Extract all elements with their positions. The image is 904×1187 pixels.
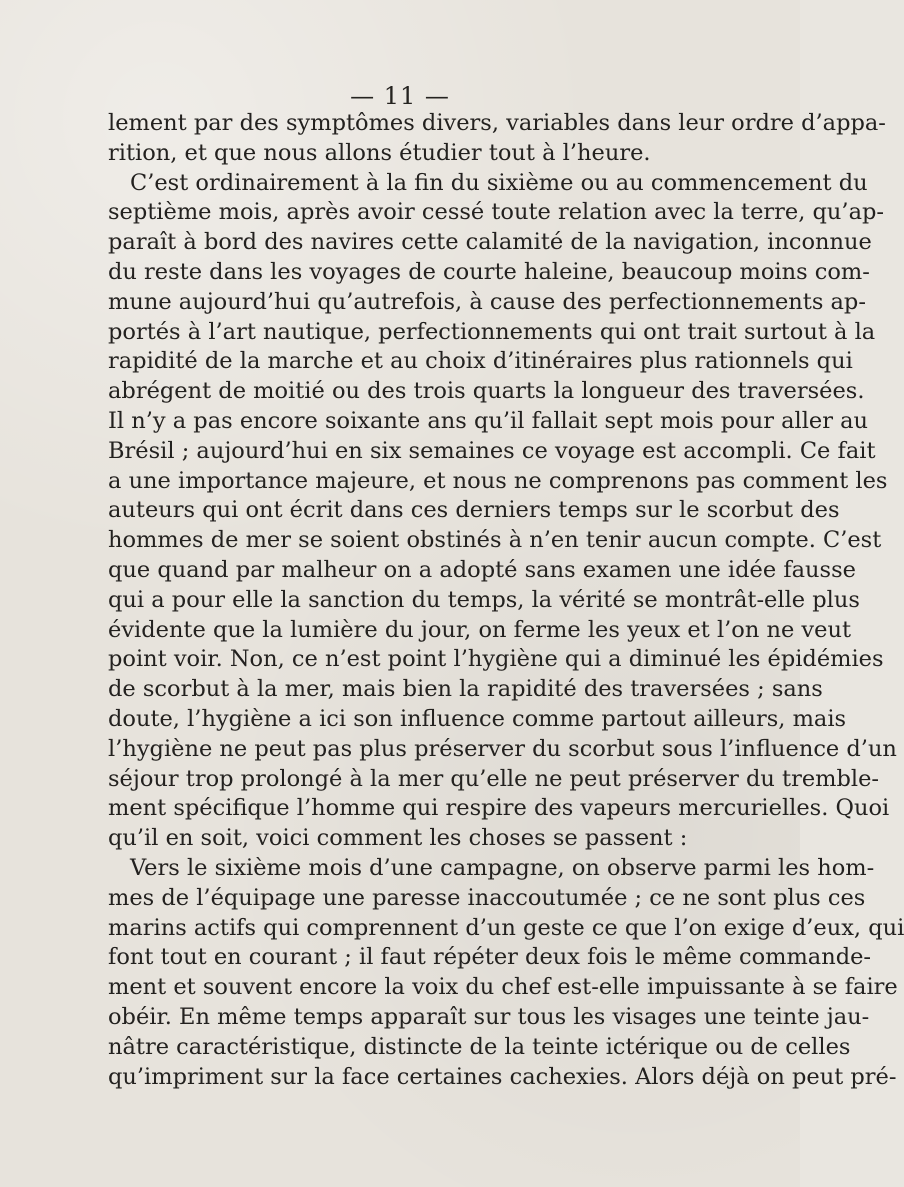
text-line: rapidité de la marche et au choix d’itinéraires plus rationnels qui xyxy=(108,348,853,375)
text-line: qu’impriment sur la face certaines cachexies. Alors déjà on peut pré- xyxy=(108,1063,897,1090)
text-line: font tout en courant ; il faut répéter deux fois le même commande- xyxy=(108,944,872,971)
text-line: Vers le sixième mois d’une campagne, on observe parmi les hom- xyxy=(130,854,875,881)
text-line: lement par des symptômes divers, variables dans leur ordre d’appa- xyxy=(108,110,886,136)
text-line: portés à l’art nautique, perfectionnements qui ont trait surtout à la xyxy=(108,318,876,345)
text-line: ment et souvent encore la voix du chef est-elle impuissante à se faire xyxy=(108,974,898,1001)
text-line: marins actifs qui comprennent d’un geste ce que l’on exige d’eux, qui xyxy=(108,914,904,941)
text-line: obéir. En même temps apparaît sur tous les visages une teinte jau- xyxy=(108,1003,870,1030)
text-line: auteurs qui ont écrit dans ces derniers temps sur le scorbut des xyxy=(108,497,840,524)
page-number: — 11 — xyxy=(350,82,450,110)
text-line: point voir. Non, ce n’est point l’hygiène qui a diminué les épidémies xyxy=(108,646,884,673)
text-line: séjour trop prolongé à la mer qu’elle ne peut préserver du tremble- xyxy=(108,765,879,792)
text-line: évidente que la lumière du jour, on ferme les yeux et l’on ne veut xyxy=(108,616,851,643)
text-line: nâtre caractéristique, distincte de la teinte ictérique ou de celles xyxy=(108,1033,851,1060)
text-line: de scorbut à la mer, mais bien la rapidité des traversées ; sans xyxy=(108,676,823,703)
text-line: ment spécifique l’homme qui respire des vapeurs mercurielles. Quoi xyxy=(108,795,890,822)
text-line: abrégent de moitié ou des trois quarts la longueur des traversées. xyxy=(108,378,865,405)
text-line: doute, l’hygiène a ici son influence comme partout ailleurs, mais xyxy=(108,705,847,732)
text-line: septième mois, après avoir cessé toute relation avec la terre, qu’ap- xyxy=(108,199,884,226)
text-line: qu’il en soit, voici comment les choses se passent : xyxy=(108,825,688,852)
text-line: que quand par malheur on a adopté sans examen une idée fausse xyxy=(108,556,856,583)
text-line: C’est ordinairement à la fin du sixième ou au commencement du xyxy=(130,169,868,196)
text-line: qui a pour elle la sanction du temps, la vérité se montrât-elle plus xyxy=(108,586,860,613)
text-line: paraît à bord des navires cette calamité de la navigation, inconnue xyxy=(108,229,872,256)
text-line: hommes de mer se soient obstinés à n’en tenir aucun compte. C’est xyxy=(108,527,882,554)
text-line: Brésil ; aujourd’hui en six semaines ce voyage est accompli. Ce fait xyxy=(108,437,876,464)
text-line: mune aujourd’hui qu’autrefois, à cause des perfectionnements ap- xyxy=(108,288,866,315)
text-line: mes de l’équipage une paresse inaccoutumée ; ce ne sont plus ces xyxy=(108,884,866,911)
text-line: Il n’y a pas encore soixante ans qu’il fallait sept mois pour aller au xyxy=(108,407,869,434)
text-line: rition, et que nous allons étudier tout à l’heure. xyxy=(108,139,651,166)
text-line: du reste dans les voyages de courte haleine, beaucoup moins com- xyxy=(108,258,870,285)
body-text xyxy=(108,109,904,1092)
text-line: a une importance majeure, et nous ne comprenons pas comment les xyxy=(108,467,888,494)
text-line: l’hygiène ne peut pas plus préserver du scorbut sous l’influence d’un xyxy=(108,735,897,762)
